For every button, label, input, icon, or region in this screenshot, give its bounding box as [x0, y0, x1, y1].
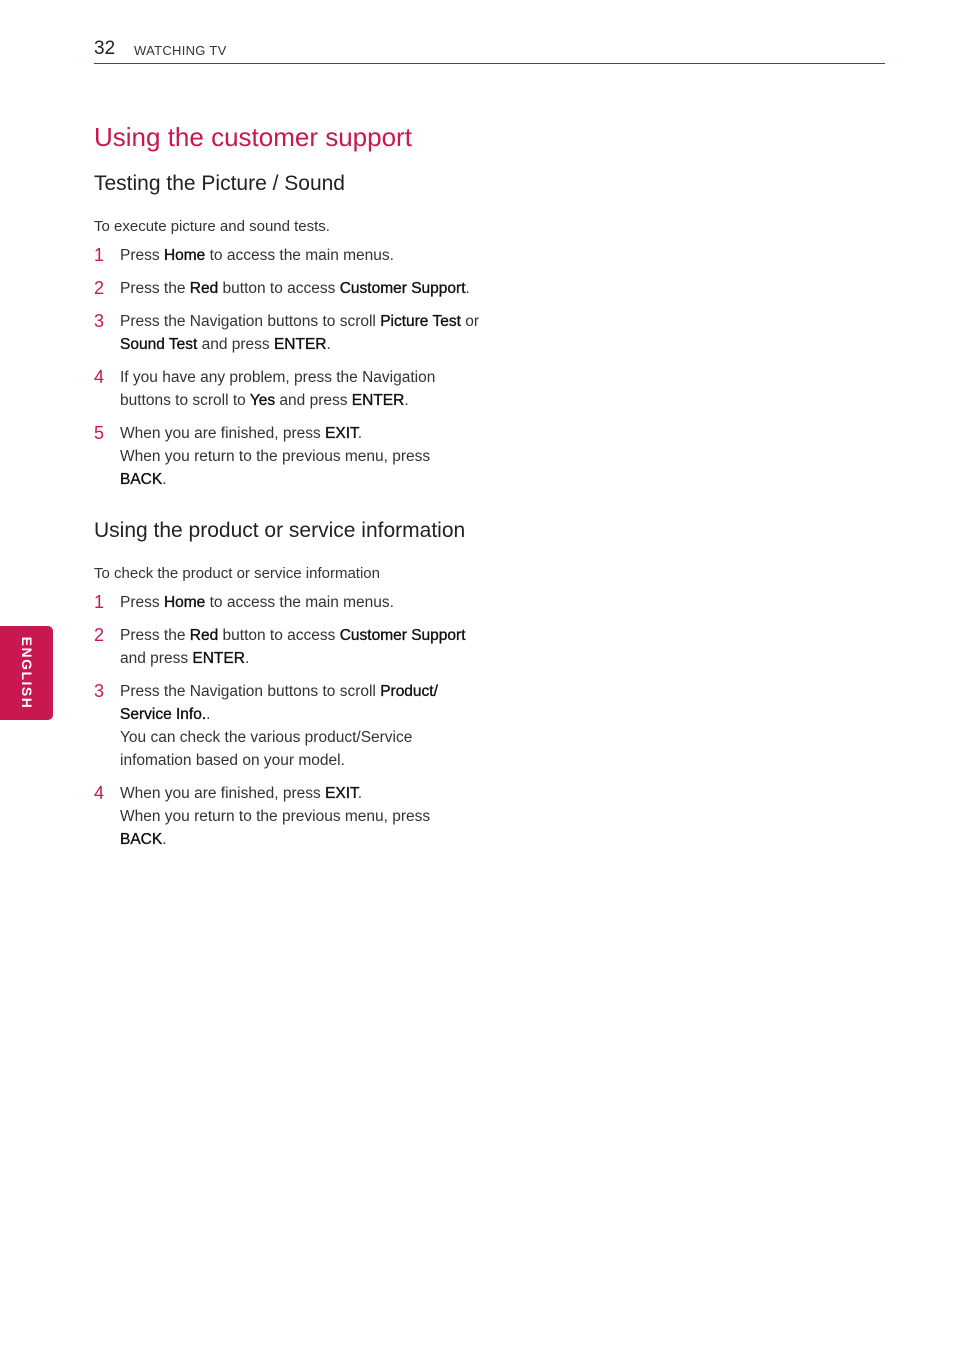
page-header	[94, 36, 885, 64]
step-item	[94, 244, 479, 267]
menu-product-service-info: Product/ Service Info.	[120, 683, 438, 723]
steps-list-testing	[94, 244, 479, 491]
key-red: Red	[189, 627, 219, 644]
step-text: When you are finished, press	[120, 425, 326, 442]
step-text: button to access	[218, 627, 340, 644]
step-number: 2	[94, 278, 105, 298]
option-yes: Yes	[249, 392, 276, 409]
step-line	[120, 422, 479, 445]
step-number: 4	[94, 367, 105, 387]
step-text: .	[465, 280, 470, 297]
language-side-tab	[0, 626, 53, 720]
key-enter: ENTER	[192, 650, 245, 667]
step-number: 5	[94, 423, 105, 443]
step-text: When you return to the previous menu, press	[120, 448, 431, 465]
step-note	[120, 445, 479, 491]
key-home: Home	[163, 247, 206, 264]
step-item	[94, 310, 479, 356]
key-enter: ENTER	[273, 336, 327, 353]
step-note	[120, 805, 479, 851]
page-number: 32	[94, 38, 116, 59]
step-item	[94, 680, 479, 772]
step-number: 2	[94, 625, 105, 645]
step-line	[120, 782, 479, 805]
step-text: to access the main menus.	[205, 247, 394, 264]
step-text: to access the main menus.	[205, 594, 394, 611]
key-red: Red	[189, 280, 219, 297]
step-text: and press	[275, 392, 352, 409]
step-text: .	[162, 471, 167, 488]
step-text: .	[244, 650, 250, 667]
page-title: Using the customer support	[94, 122, 412, 152]
step-number: 1	[94, 245, 105, 265]
menu-sound-test: Sound Test	[120, 336, 198, 353]
step-text: Press	[120, 594, 164, 611]
step-text: and press	[120, 650, 193, 667]
menu-customer-support: Customer Support	[339, 280, 466, 297]
section-label: WATCHING TV	[134, 43, 227, 58]
section-intro-product-info: To check the product or service information	[94, 565, 380, 582]
step-text: Press	[120, 247, 164, 264]
section-heading-product-info: Using the product or service information	[94, 519, 466, 542]
step-text: .	[206, 706, 211, 723]
step-item	[94, 366, 479, 412]
section-intro-testing: To execute picture and sound tests.	[94, 218, 330, 235]
step-text: .	[326, 336, 331, 353]
menu-picture-test: Picture Test	[380, 313, 461, 330]
step-text: When you return to the previous menu, press	[120, 808, 431, 825]
step-number: 3	[94, 681, 105, 701]
step-note: You can check the various product/Service infomation based on your model.	[120, 729, 413, 769]
language-label: ENGLISH	[18, 636, 35, 710]
step-text: Press the	[120, 280, 190, 297]
step-text: If you have any problem, press the Navigation buttons to scroll to	[120, 369, 436, 409]
step-item	[94, 782, 479, 851]
step-text: Press the	[120, 627, 190, 644]
step-number: 4	[94, 783, 105, 803]
content-column	[94, 118, 479, 861]
key-exit: EXIT	[325, 425, 358, 442]
step-text: or	[460, 313, 479, 330]
key-exit: EXIT	[325, 785, 358, 802]
step-line	[120, 680, 479, 726]
step-item	[94, 624, 479, 670]
menu-customer-support: Customer Support	[339, 627, 466, 644]
key-back: BACK	[120, 471, 163, 488]
step-text: button to access	[218, 280, 340, 297]
step-text: .	[357, 785, 363, 802]
step-text: .	[162, 831, 167, 848]
step-number: 1	[94, 592, 105, 612]
step-text: .	[357, 425, 363, 442]
key-enter: ENTER	[351, 392, 405, 409]
key-back: BACK	[120, 831, 163, 848]
steps-list-product-info	[94, 591, 479, 851]
step-item	[94, 422, 479, 491]
step-text: Press the Navigation buttons to scroll	[120, 313, 381, 330]
step-number: 3	[94, 311, 105, 331]
step-text: and press	[197, 336, 274, 353]
step-text: .	[404, 392, 409, 409]
key-home: Home	[163, 594, 206, 611]
step-item	[94, 277, 479, 300]
step-text: Press the Navigation buttons to scroll	[120, 683, 381, 700]
step-text: When you are finished, press	[120, 785, 326, 802]
section-heading-testing: Testing the Picture / Sound	[94, 172, 345, 195]
step-item	[94, 591, 479, 614]
